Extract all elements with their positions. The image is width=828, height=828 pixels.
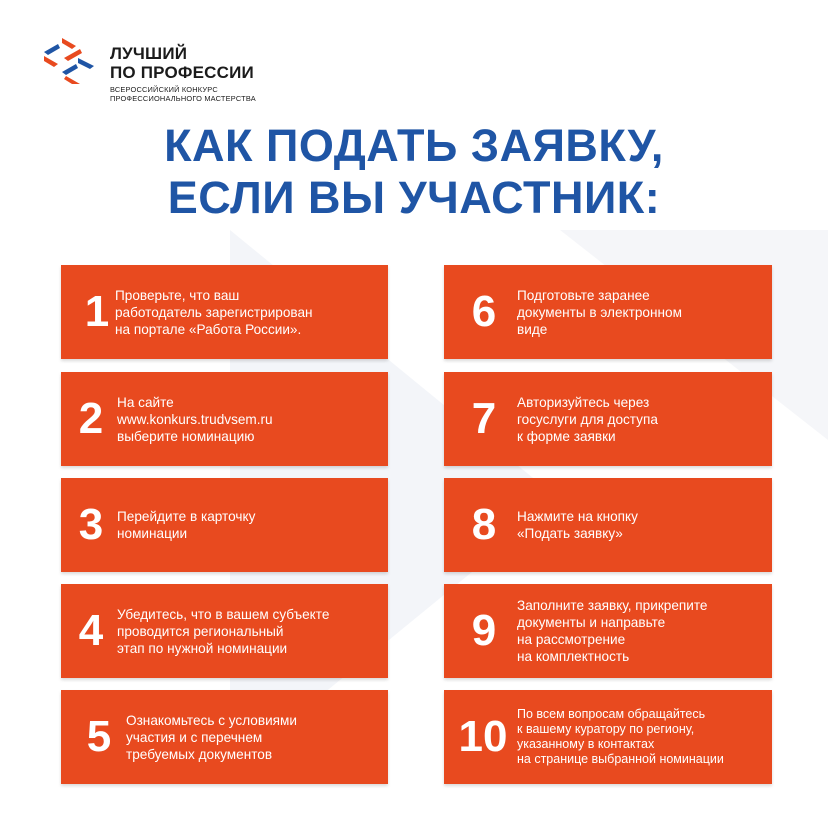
logo-subtitle-line: ПРОФЕССИОНАЛЬНОГО МАСТЕРСТВА <box>110 94 256 103</box>
step-card-3 <box>61 478 388 572</box>
step-text-line: на комплектность <box>517 649 630 664</box>
step-card-10 <box>444 690 772 784</box>
step-text-line: «Подать заявку» <box>517 526 623 541</box>
step-text <box>126 690 297 784</box>
step-text-line: на рассмотрение <box>517 632 626 647</box>
step-text-line: выберите номинацию <box>117 428 255 444</box>
step-text-line: По всем вопросам обращайтесь <box>517 707 706 721</box>
page-headline <box>0 120 828 224</box>
step-text-line: работодатель зарегистрирован <box>115 304 313 320</box>
step-text <box>115 265 313 359</box>
step-text-line: Перейдите в карточку <box>117 509 256 524</box>
step-number: 6 <box>471 287 497 336</box>
logo-title <box>110 44 254 82</box>
step-text-line: к форме заявки <box>517 428 616 444</box>
step-number: 1 <box>84 287 110 336</box>
website-link[interactable]: www.konkurs.trudvsem.ru <box>117 411 273 427</box>
step-text-line: виде <box>517 321 548 337</box>
step-text <box>117 584 329 678</box>
step-card-6 <box>444 265 772 359</box>
step-text-line: Заполните заявку, прикрепите <box>517 598 708 613</box>
step-card-4 <box>61 584 388 678</box>
step-text-line: Подготовьте заранее <box>517 287 650 303</box>
step-text-line: участия и с перечнем <box>126 729 263 745</box>
step-text-line: к вашему куратору по региону, <box>517 722 695 736</box>
step-number: 9 <box>471 606 497 655</box>
step-card-5 <box>61 690 388 784</box>
step-text-line: Ознакомьтесь с условиями <box>126 712 297 728</box>
step-text <box>517 372 658 466</box>
logo-subtitle <box>110 85 256 103</box>
step-card-2 <box>61 372 388 466</box>
step-text-line: проводится региональный <box>117 623 284 639</box>
step-number: 7 <box>471 394 497 443</box>
step-text-line: Убедитесь, что в вашем субъекте <box>117 606 330 622</box>
step-number: 8 <box>471 500 497 549</box>
step-text-line: документы в электронном <box>517 304 682 320</box>
step-number: 4 <box>78 606 104 655</box>
step-card-1 <box>61 265 388 359</box>
step-card-8 <box>444 478 772 572</box>
logo-title-line: ЛУЧШИЙ <box>110 44 188 63</box>
step-number: 5 <box>86 712 112 761</box>
step-text-line: требуемых документов <box>126 746 273 762</box>
step-text-line: Авторизуйтесь через <box>517 394 650 410</box>
step-text-line: указанному в контактах <box>517 737 655 751</box>
step-text-line: На сайте <box>117 394 174 410</box>
step-text <box>117 372 273 466</box>
step-number: 3 <box>78 500 104 549</box>
step-card-7 <box>444 372 772 466</box>
step-text-line: этап по нужной номинации <box>117 640 288 656</box>
step-text-line: Проверьте, что ваш <box>115 287 240 303</box>
step-number: 10 <box>458 712 508 761</box>
step-text-line: госуслуги для доступа <box>517 411 658 427</box>
headline-line: ЕСЛИ ВЫ УЧАСТНИК: <box>167 172 661 223</box>
step-text-line: номинации <box>117 526 188 541</box>
step-text <box>117 478 255 572</box>
contest-logo <box>42 38 302 108</box>
step-text-line: на портале «Работа России». <box>115 321 302 337</box>
step-text <box>517 265 682 359</box>
step-text-line: на странице выбранной номинации <box>517 752 724 766</box>
step-number: 2 <box>78 394 104 443</box>
logo-subtitle-line: ВСЕРОССИЙСКИЙ КОНКУРС <box>110 85 218 94</box>
step-text-line: документы и направьте <box>517 615 666 630</box>
step-text <box>517 690 724 784</box>
step-text <box>517 478 638 572</box>
logo-arrows-icon <box>42 38 96 84</box>
headline-line: КАК ПОДАТЬ ЗАЯВКУ, <box>164 120 664 171</box>
logo-title-line: ПО ПРОФЕССИИ <box>110 63 254 82</box>
step-text <box>517 584 707 678</box>
step-text-line: Нажмите на кнопку <box>517 509 638 524</box>
step-card-9 <box>444 584 772 678</box>
